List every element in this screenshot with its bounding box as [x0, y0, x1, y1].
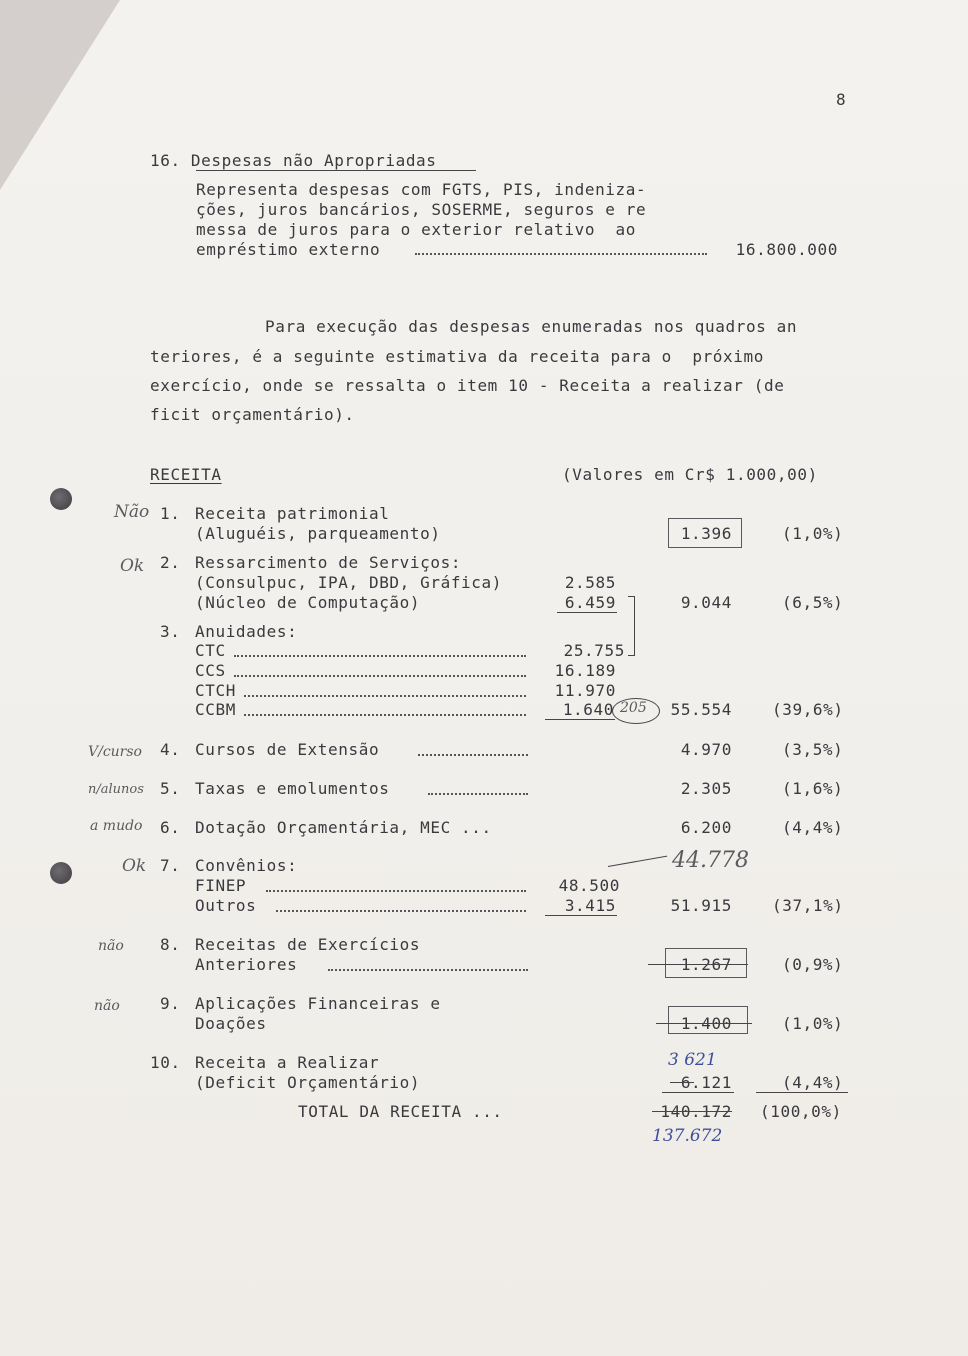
leader-dots [234, 675, 526, 677]
item7-sub1-value: 48.500 [558, 876, 620, 895]
item2-line3: (Núcleo de Computação) [195, 593, 421, 612]
item2-total: 9.044 [680, 593, 732, 612]
item3-sub4-label: CCBM [195, 700, 236, 719]
item8-line1: Receitas de Exercícios [195, 935, 421, 954]
item10-pct-underline [756, 1092, 848, 1093]
item4-total: 4.970 [680, 740, 732, 759]
leader-dots [328, 969, 528, 971]
handwritten-arrow-line [608, 856, 667, 867]
margin-note-item8: não [98, 938, 124, 954]
handwritten-convenios-new: 44.778 [672, 848, 749, 873]
table-title: RECEITA [150, 465, 222, 484]
item1-line1: Receita patrimonial [195, 504, 390, 523]
item6-pct: (4,4%) [782, 818, 844, 837]
item3-sub3-label: CTCH [195, 681, 236, 700]
item1-line2: (Aluguéis, parqueamento) [195, 524, 441, 543]
intro-line3: exercício, onde se ressalta o item 10 - Receita a realizar (de [150, 376, 785, 395]
bracket-mark [628, 596, 635, 656]
item10-line2: (Deficit Orçamentário) [195, 1073, 421, 1092]
item7-num: 7. [160, 856, 181, 875]
handwritten-total-new: 137.672 [652, 1126, 723, 1146]
item10-num: 10. [150, 1053, 181, 1072]
item2-sub2: 6.459 [564, 593, 616, 612]
item10-total: 6.121 [680, 1073, 732, 1092]
handwritten-205: 205 [620, 700, 647, 716]
item9-line1: Aplicações Financeiras e [195, 994, 441, 1013]
item9-total: 1.400 [680, 1014, 732, 1033]
item8-pct: (0,9%) [782, 955, 844, 974]
item10-pct: (4,4%) [782, 1073, 844, 1092]
item3-sub2-value: 16.189 [554, 661, 616, 680]
item3-line1: Anuidades: [195, 622, 298, 641]
punch-hole-top [50, 488, 72, 510]
punch-hole-bottom [50, 862, 72, 884]
total-pct: (100,0%) [760, 1102, 842, 1121]
item6-line1: Dotação Orçamentária, MEC ... [195, 818, 492, 837]
item7-sub2-value: 3.415 [564, 896, 616, 915]
item3-total: 55.554 [670, 700, 732, 719]
item7-sub-underline [545, 915, 617, 916]
total-value: 140.172 [660, 1102, 732, 1121]
table-units: (Valores em Cr$ 1.000,00) [562, 465, 818, 484]
item3-sub3-value: 11.970 [554, 681, 616, 700]
leader-dots [428, 793, 528, 795]
margin-note-item4: V/curso [88, 744, 142, 760]
intro-line1: Para execução das despesas enumeradas nos quadros an [265, 317, 798, 336]
item6-num: 6. [160, 818, 181, 837]
item3-num: 3. [160, 622, 181, 641]
item9-num: 9. [160, 994, 181, 1013]
item5-num: 5. [160, 779, 181, 798]
item10-strike [670, 1082, 694, 1083]
leader-dots [415, 253, 707, 255]
item8-strike [648, 964, 748, 965]
item5-pct: (1,6%) [782, 779, 844, 798]
item1-total: 1.396 [680, 524, 732, 543]
total-label: TOTAL DA RECEITA ... [298, 1102, 503, 1121]
item3-sub4-value: 1.640 [562, 700, 614, 719]
margin-note-item2: Ok [120, 556, 145, 576]
item8-total: 1.267 [680, 955, 732, 974]
margin-note-item7: Ok [122, 856, 147, 876]
item6-total: 6.200 [680, 818, 732, 837]
leader-dots [244, 714, 526, 716]
section16-line4: empréstimo externo [196, 240, 381, 259]
item5-total: 2.305 [680, 779, 732, 798]
item3-sub1-value: 25.755 [563, 641, 625, 660]
item9-line2: Doações [195, 1014, 267, 1033]
heading-underline [196, 170, 476, 171]
item4-num: 4. [160, 740, 181, 759]
item10-line1: Receita a Realizar [195, 1053, 380, 1072]
item7-sub1-label: FINEP [195, 876, 247, 895]
item2-sub1: 2.585 [564, 573, 616, 592]
item2-line2: (Consulpuc, IPA, DBD, Gráfica) [195, 573, 502, 592]
item1-pct: (1,0%) [782, 524, 844, 543]
leader-dots [276, 910, 526, 912]
section16-amount: 16.800.000 [735, 240, 838, 259]
margin-note-item9: não [94, 998, 120, 1014]
item3-pct: (39,6%) [772, 700, 844, 719]
margin-note-item5: n/alunos [88, 782, 144, 797]
section16-line1: Representa despesas com FGTS, PIS, indeniza- [196, 180, 647, 199]
leader-dots [418, 754, 528, 756]
item7-sub2-label: Outros [195, 896, 257, 915]
item1-num: 1. [160, 504, 181, 523]
item2-num: 2. [160, 553, 181, 572]
section16-line2: ções, juros bancários, SOSERME, seguros e re [196, 200, 647, 219]
margin-note-item1: Não [114, 502, 150, 522]
item4-pct: (3,5%) [782, 740, 844, 759]
intro-line4: ficit orçamentário). [150, 405, 355, 424]
item3-sub1-label: CTC [195, 641, 226, 660]
leader-dots [266, 890, 526, 892]
item9-pct: (1,0%) [782, 1014, 844, 1033]
item7-total: 51.915 [670, 896, 732, 915]
section16-line3: messa de juros para o exterior relativo ao [196, 220, 637, 239]
item7-pct: (37,1%) [772, 896, 844, 915]
intro-line2: teriores, é a seguinte estimativa da receita para o próximo [150, 347, 764, 366]
item4-line1: Cursos de Extensão [195, 740, 380, 759]
item8-num: 8. [160, 935, 181, 954]
item3-sub-underline [545, 719, 615, 720]
section16-heading: 16. Despesas não Apropriadas [150, 151, 437, 170]
margin-note-item6: a mudo [90, 818, 143, 834]
folded-corner [0, 0, 120, 190]
item7-line1: Convênios: [195, 856, 298, 875]
item2-sub-underline [557, 612, 617, 613]
page-number: 8 [836, 90, 847, 109]
item2-line1: Ressarcimento de Serviços: [195, 553, 462, 572]
leader-dots [244, 695, 526, 697]
item9-strike [656, 1023, 752, 1024]
item5-line1: Taxas e emolumentos [195, 779, 390, 798]
total-strike [652, 1111, 732, 1112]
item8-line2: Anteriores [195, 955, 298, 974]
item3-sub2-label: CCS [195, 661, 226, 680]
leader-dots [234, 655, 526, 657]
item2-pct: (6,5%) [782, 593, 844, 612]
handwritten-item10-new: 3 621 [668, 1050, 717, 1070]
item10-underline [662, 1092, 734, 1093]
